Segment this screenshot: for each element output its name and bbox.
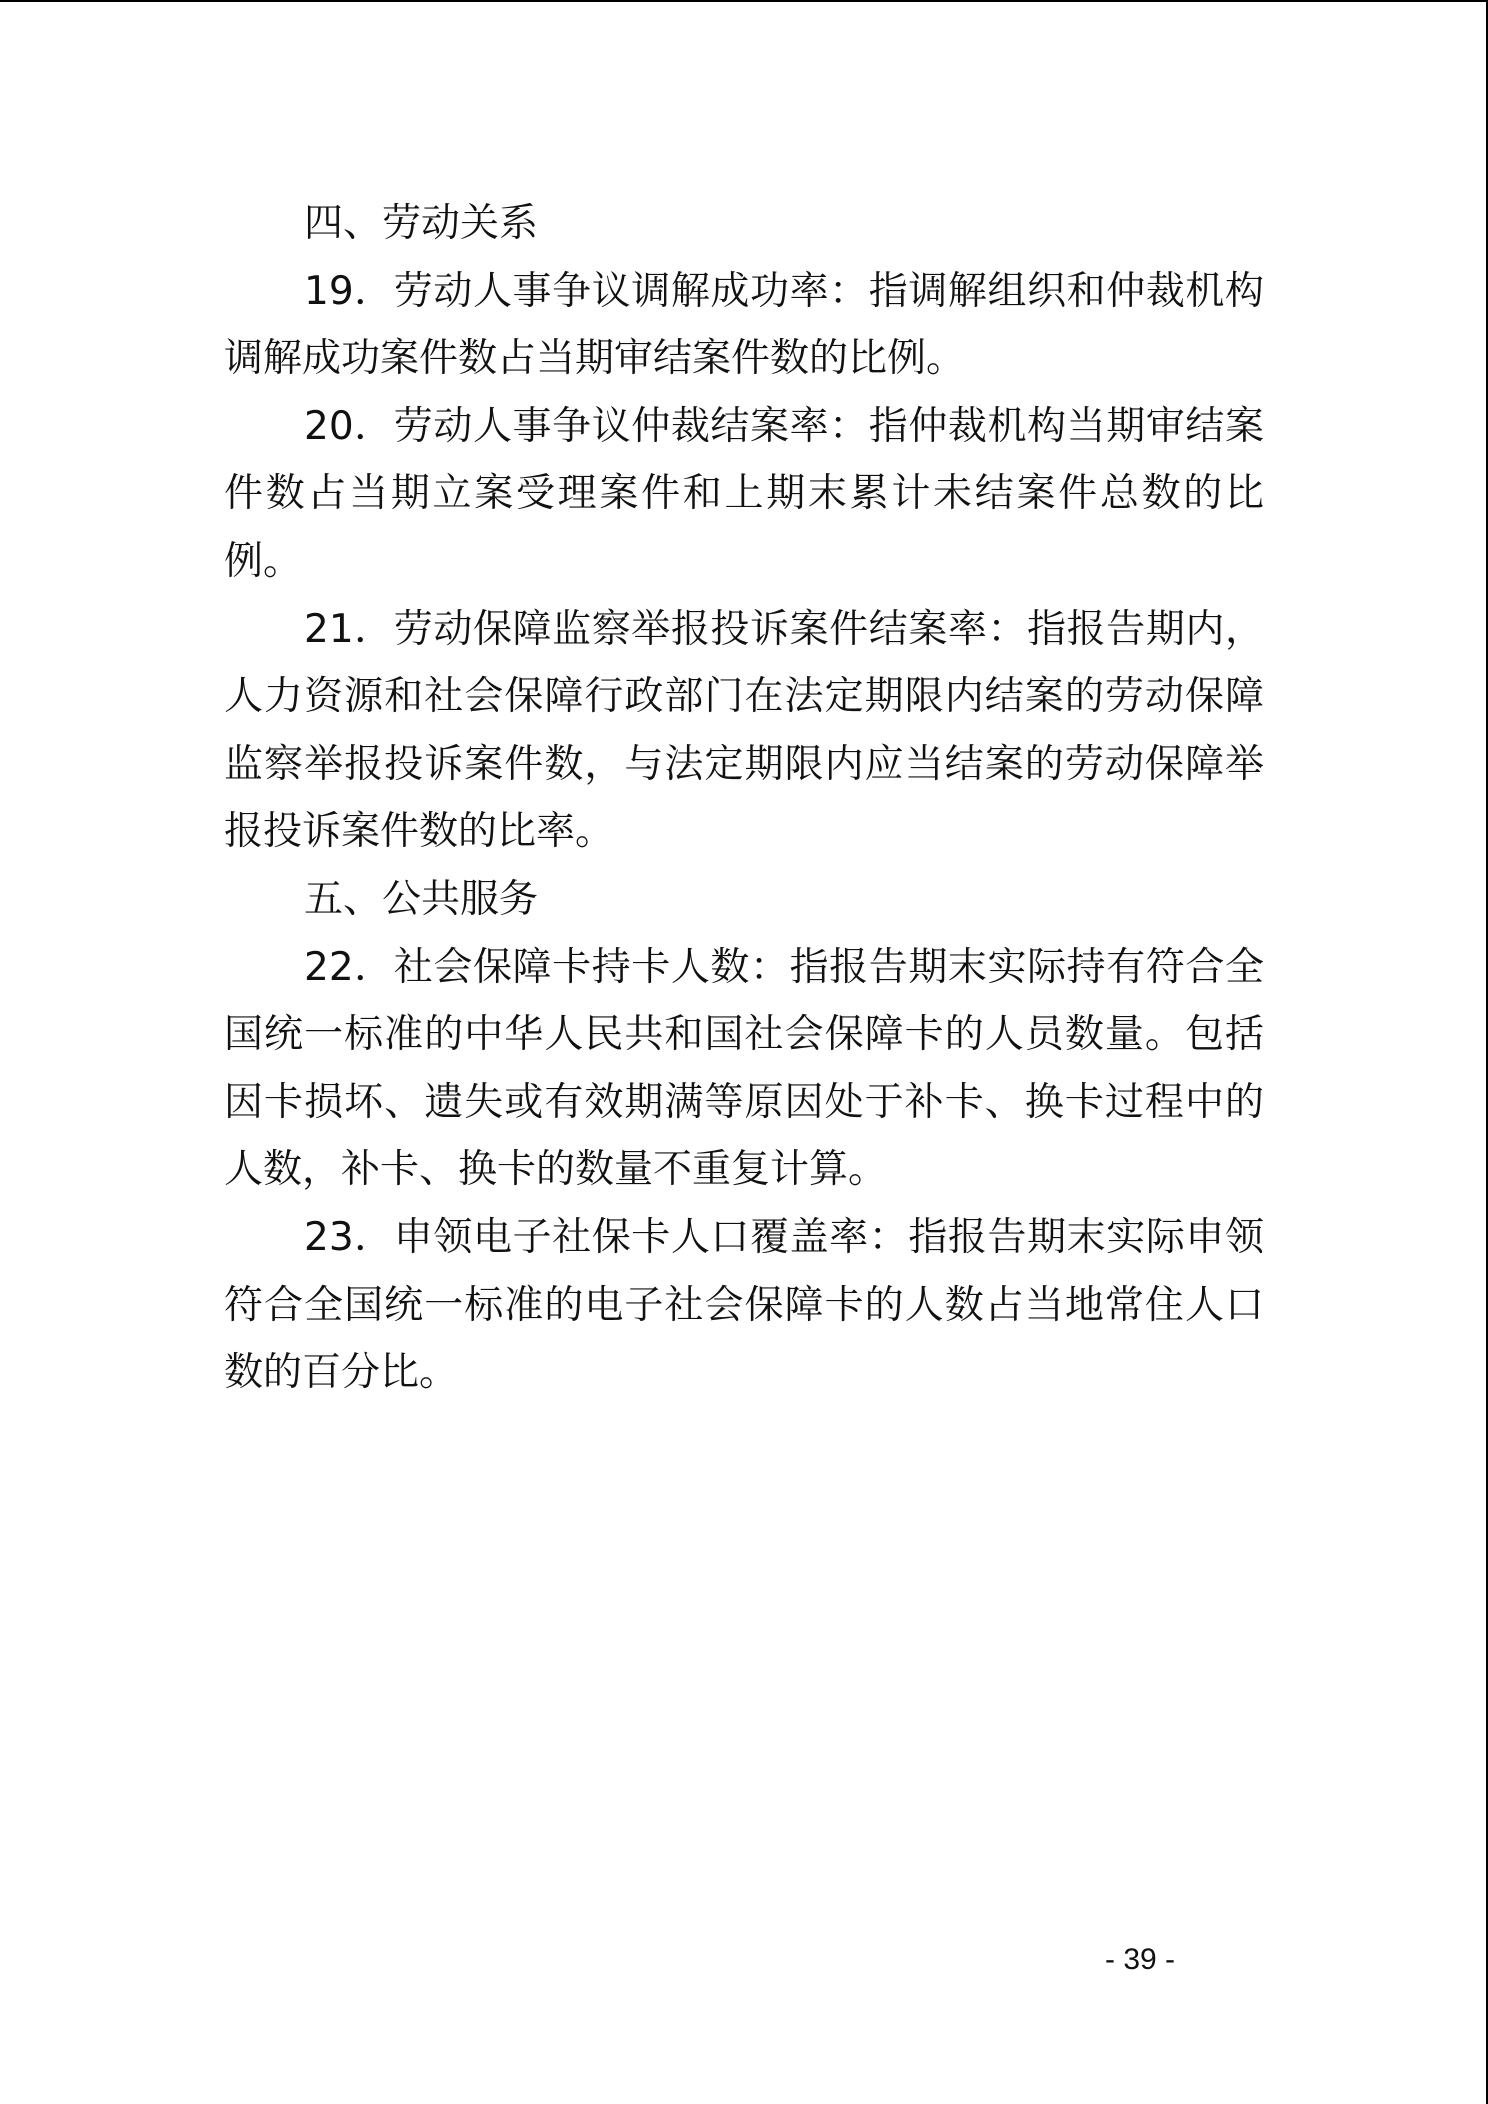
section-heading-public-service: 五、公共服务 (304, 876, 539, 922)
top-border-line (0, 0, 1488, 2)
section-heading-labor-relations: 四、劳动关系 (304, 201, 539, 246)
page-number: - 39 - (1105, 1943, 1176, 1976)
document-body (224, 190, 1264, 1407)
item-19-paragraph: 19．劳动人事争议调解成功率：指调解组织和仲裁机构调解成功案件数占当期审结案件数的比例。 (224, 268, 1264, 382)
item-21-paragraph: 21．劳动保障监察举报投诉案件结案率：指报告期内，人力资源和社会保障行政部门在法定期限内结案的劳动保障监察举报投诉案件数，与法定期限内应当结案的劳动保障举报投诉案件数的比率。 (224, 606, 1264, 855)
item-22-paragraph: 22．社会保障卡持卡人数：指报告期末实际持有符合全国统一标准的中华人民共和国社会保障卡的人员数量。包括因卡损坏、遗失或有效期满等原因处于补卡、换卡过程中的人数，补卡、换卡的数量不重复计算。 (224, 944, 1264, 1193)
item-23-paragraph: 23．申领电子社保卡人口覆盖率：指报告期末实际申领符合全国统一标准的电子社会保障卡的人数占当地常住人口数的百分比。 (224, 1214, 1264, 1396)
item-20-paragraph: 20．劳动人事争议仲裁结案率：指仲裁机构当期审结案件数占当期立案受理案件和上期末累计未结案件总数的比例。 (224, 403, 1264, 584)
